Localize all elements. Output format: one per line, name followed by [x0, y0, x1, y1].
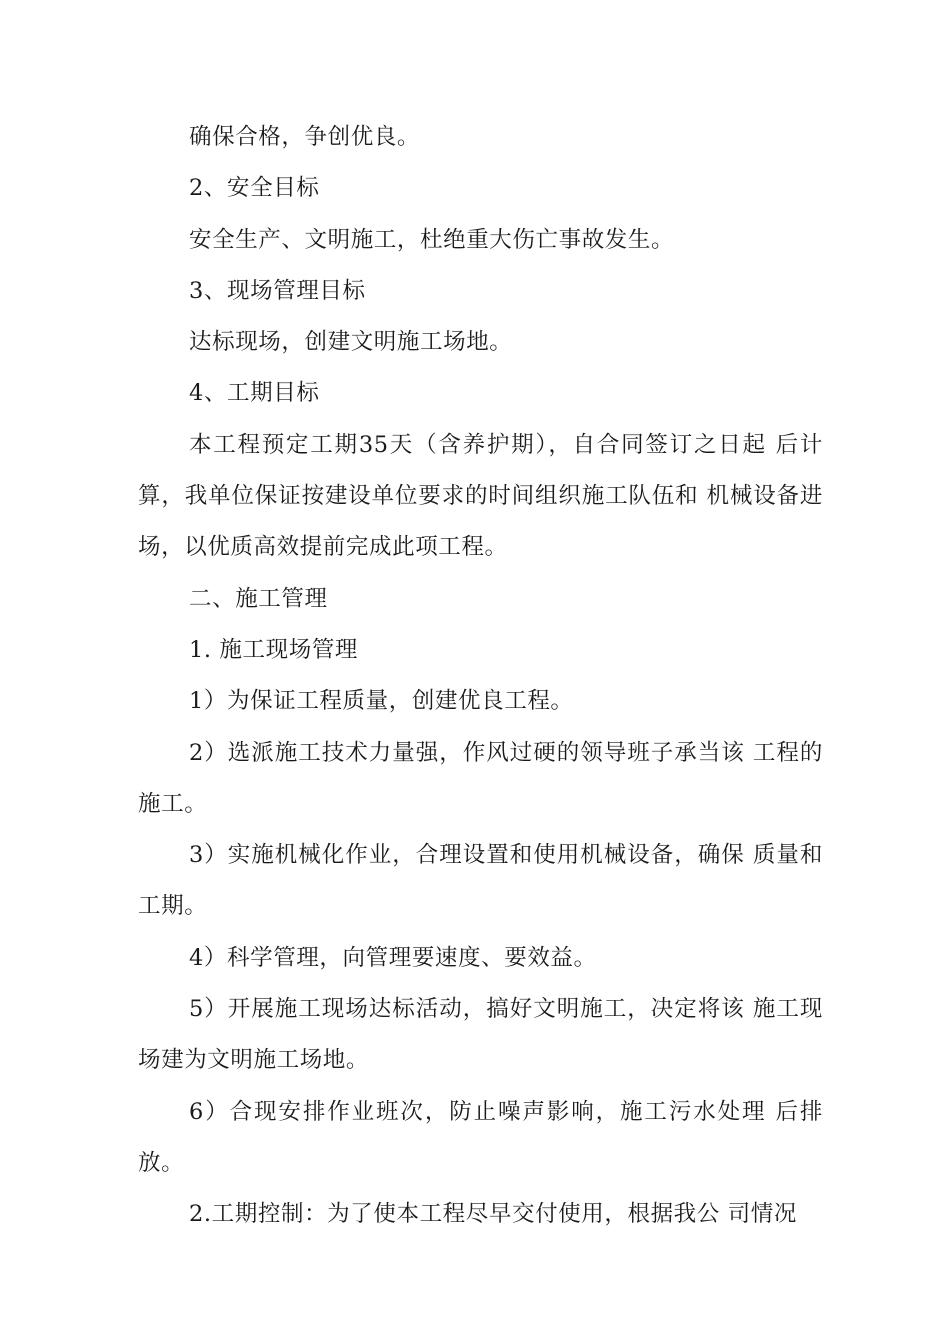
paragraph-site-management-goal: 达标现场，创建文明施工场地。 [189, 329, 513, 356]
list-item-3: 3）实施机械化作业，合理设置和使用机械设备，确保 质量和工期。 [138, 842, 823, 920]
list-item-2: 2）选派施工技术力量强，作风过硬的领导班子承当该 工程的施工。 [138, 739, 823, 817]
list-item-5: 5）开展施工现场达标活动，搞好文明施工，决定将该 施工现场建为文明施工场地。 [138, 996, 823, 1074]
list-item-6: 6）合现安排作业班次，防止噪声影响，施工污水处理 后排放。 [138, 1098, 823, 1176]
paragraph-schedule-goal: 本工程预定工期35天（含养护期），自合同签订之日起 后计算，我单位保证按建设单位要求的时间组织施工队伍和 机械设备进场，以优质高效提前完成此项工程。 [138, 431, 823, 561]
document-body [138, 112, 823, 1241]
paragraph-schedule-control: 2.工期控制：为了使本工程尽早交付使用，根据我公 司情况 [189, 1201, 797, 1228]
heading-construction-management: 二、施工管理 [189, 585, 328, 612]
list-item-4: 4）科学管理，向管理要速度、要效益。 [189, 944, 597, 971]
heading-safety-goal: 2、安全目标 [189, 175, 320, 202]
heading-site-management-goal: 3、现场管理目标 [189, 277, 366, 304]
list-item-1: 1）为保证工程质量，创建优良工程。 [189, 688, 574, 715]
paragraph-quality-goal-continued: 确保合格，争创优良。 [189, 124, 421, 150]
heading-schedule-goal: 4、工期目标 [189, 380, 320, 407]
heading-site-management: 1. 施工现场管理 [189, 636, 359, 663]
paragraph-safety-goal: 安全生产、文明施工，杜绝重大伤亡事故发生。 [189, 226, 675, 253]
